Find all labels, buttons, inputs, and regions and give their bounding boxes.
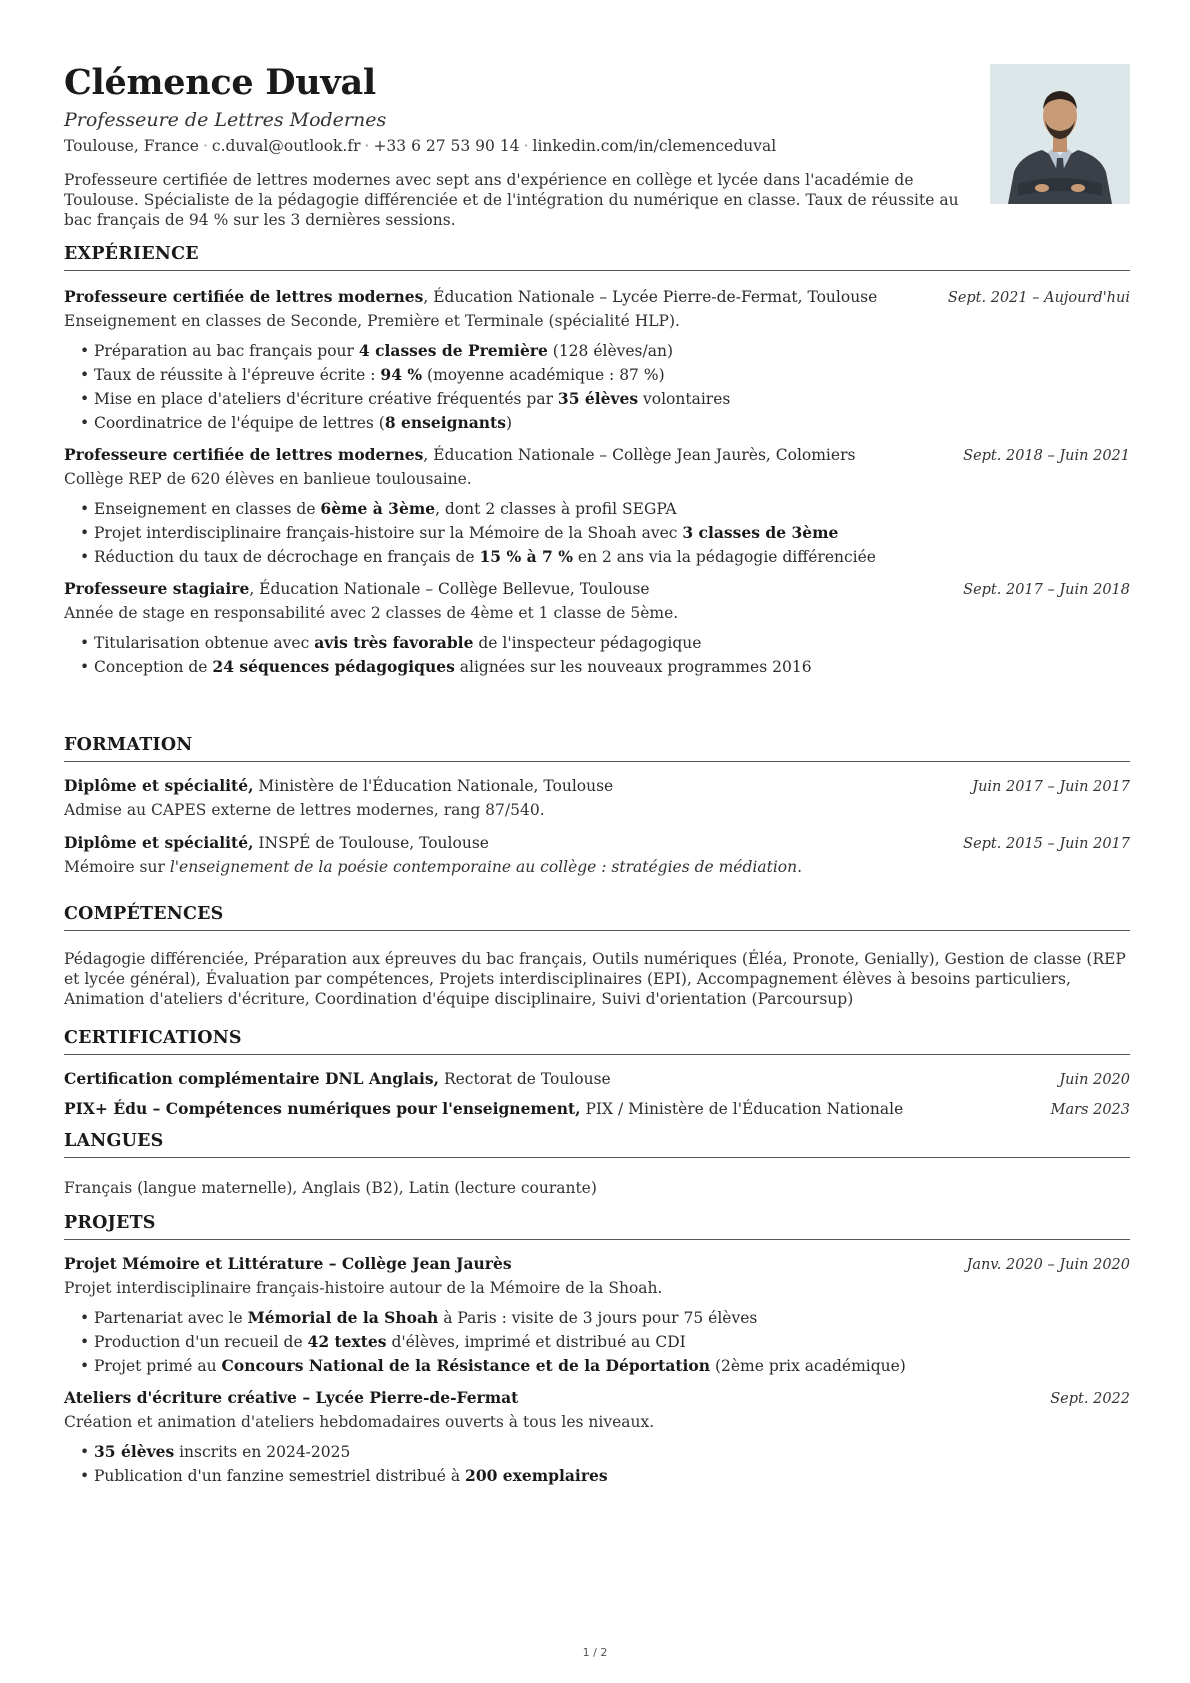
entry-title bbox=[64, 1099, 903, 1119]
organization: INSPÉ de Toulouse, Toulouse bbox=[253, 834, 489, 852]
degree: Diplôme et spécialité, bbox=[64, 833, 254, 852]
list-item: • Taux de réussite à l'épreuve écrite : 94 % (moyenne académique : 87 %) bbox=[80, 365, 665, 384]
entry-title bbox=[64, 1388, 518, 1408]
list-item: • Préparation au bac français pour 4 classes de Première (128 élèves/an) bbox=[80, 341, 674, 360]
organization: , Éducation Nationale – Collège Bellevue, Toulouse bbox=[249, 580, 650, 598]
bullet-list bbox=[64, 499, 1130, 567]
education-entry bbox=[64, 833, 1130, 877]
certifications-section bbox=[64, 1027, 1130, 1120]
entry-description: Collège REP de 620 élèves en banlieue toulousaine. bbox=[64, 470, 472, 488]
separator: · bbox=[523, 137, 529, 155]
bullet-icon: • bbox=[80, 634, 90, 652]
contact-phone[interactable]: +33 6 27 53 90 14 bbox=[373, 137, 520, 155]
certification-name: PIX+ Édu – Compétences numériques pour l'enseignement, bbox=[64, 1099, 581, 1118]
entry-title bbox=[64, 1069, 611, 1089]
contact-line bbox=[64, 136, 1130, 156]
list-item: • Mise en place d'ateliers d'écriture créative fréquentés par 35 élèves volontaires bbox=[80, 389, 731, 408]
education-entry bbox=[64, 776, 1130, 820]
entry-description: Enseignement en classes de Seconde, Première et Terminale (spécialité HLP). bbox=[64, 312, 680, 330]
list-item: • Enseignement en classes de 6ème à 3ème, dont 2 classes à profil SEGPA bbox=[80, 499, 677, 518]
role: Professeure certifiée de lettres modernes bbox=[64, 445, 424, 464]
entry-date: Janv. 2020 – Juin 2020 bbox=[966, 1257, 1130, 1273]
candidate-name: Clémence Duval bbox=[64, 62, 376, 103]
list-item: • Titularisation obtenue avec avis très favorable de l'inspecteur pédagogique bbox=[80, 633, 702, 652]
organization: PIX / Ministère de l'Éducation Nationale bbox=[580, 1100, 904, 1118]
bullet-icon: • bbox=[80, 1467, 90, 1485]
bullet-icon: • bbox=[80, 500, 90, 518]
list-item: • Partenariat avec le Mémorial de la Shoah à Paris : visite de 3 jours pour 75 élèves bbox=[80, 1308, 758, 1327]
entry-date: Sept. 2022 bbox=[1050, 1391, 1130, 1407]
contact-linkedin[interactable]: linkedin.com/in/clemenceduval bbox=[532, 137, 777, 155]
organization: , Éducation Nationale – Lycée Pierre-de-Fermat, Toulouse bbox=[423, 288, 878, 306]
certification-entry bbox=[64, 1069, 1130, 1090]
entry-description: Création et animation d'ateliers hebdomadaires ouverts à tous les niveaux. bbox=[64, 1413, 655, 1431]
experience-section bbox=[64, 243, 1130, 681]
list-item: • Conception de 24 séquences pédagogiques alignées sur les nouveaux programmes 2016 bbox=[80, 657, 812, 676]
profile-photo bbox=[990, 64, 1130, 204]
languages-list: Français (langue maternelle), Anglais (B2), Latin (lecture courante) bbox=[64, 1179, 597, 1197]
entry-date: Sept. 2018 – Juin 2021 bbox=[963, 448, 1130, 464]
entry-date: Juin 2020 bbox=[1059, 1072, 1130, 1088]
projects-section bbox=[64, 1212, 1130, 1490]
role: Professeure stagiaire bbox=[64, 579, 250, 598]
experience-entry bbox=[64, 445, 1130, 567]
entry-title bbox=[64, 833, 489, 853]
bullet-icon: • bbox=[80, 390, 90, 408]
job-title: Professeure de Lettres Modernes bbox=[64, 109, 387, 131]
separator: · bbox=[202, 137, 208, 155]
entry-title bbox=[64, 1254, 512, 1274]
bullet-icon: • bbox=[80, 1333, 90, 1351]
bullet-list bbox=[64, 1308, 1130, 1376]
contact-email[interactable]: c.duval@outlook.fr bbox=[211, 137, 361, 155]
profile-summary: Professeure certifiée de lettres modernes avec sept ans d'expérience en collège et lycée dans l'académie de Toulouse. Spécialiste de la pédagogie différenciée et de l'intégration du numérique en classe. Taux de réussite au bac français de 94 % sur les 3 dernières sessions. bbox=[64, 171, 959, 229]
bullet-icon: • bbox=[80, 658, 90, 676]
list-item: • Production d'un recueil de 42 textes d'élèves, imprimé et distribué au CDI bbox=[80, 1332, 686, 1351]
entry-title bbox=[64, 445, 855, 465]
role: Professeure certifiée de lettres modernes bbox=[64, 287, 424, 306]
bullet-icon: • bbox=[80, 1309, 90, 1327]
entry-date: Sept. 2015 – Juin 2017 bbox=[963, 836, 1130, 852]
page-number: 1 / 2 bbox=[582, 1646, 608, 1659]
bullet-icon: • bbox=[80, 414, 90, 432]
certification-entry bbox=[64, 1099, 1130, 1120]
bullet-list bbox=[64, 341, 1130, 433]
bullet-icon: • bbox=[80, 1443, 90, 1461]
skills-section bbox=[64, 903, 1130, 1009]
bullet-list bbox=[64, 1442, 1130, 1486]
experience-entry bbox=[64, 287, 1130, 433]
degree: Diplôme et spécialité, bbox=[64, 776, 254, 795]
entry-date: Sept. 2021 – Aujourd'hui bbox=[947, 290, 1130, 306]
entry-description: Admise au CAPES externe de lettres modernes, rang 87/540. bbox=[64, 801, 545, 819]
organization: , Éducation Nationale – Collège Jean Jaurès, Colomiers bbox=[423, 446, 856, 464]
bullet-icon: • bbox=[80, 1357, 90, 1375]
skills-list: Pédagogie différenciée, Préparation aux épreuves du bac français, Outils numériques (Éléa, Pronote, Genially), Gestion de classe (REP et lycée général), Évaluation par compétences, Projets interdisciplinaires (EPI), Accompagnement élèves à besoins particuliers, Animation d'ateliers d'écriture, Coordination d'équipe disciplinaire, Suivi d'orientation (Parcoursup) bbox=[64, 950, 1126, 1008]
list-item: • Coordinatrice de l'équipe de lettres (8 enseignants) bbox=[80, 413, 512, 432]
list-item: • Publication d'un fanzine semestriel distribué à 200 exemplaires bbox=[80, 1466, 608, 1485]
entry-description: Année de stage en responsabilité avec 2 classes de 4ème et 1 classe de 5ème. bbox=[64, 604, 679, 622]
project-entry bbox=[64, 1388, 1130, 1486]
separator: · bbox=[364, 137, 370, 155]
project-name: Ateliers d'écriture créative – Lycée Pierre-de-Fermat bbox=[64, 1388, 519, 1407]
section-title-projets: PROJETS bbox=[64, 1212, 1130, 1240]
project-entry bbox=[64, 1254, 1130, 1376]
entry-description: Projet interdisciplinaire français-histoire autour de la Mémoire de la Shoah. bbox=[64, 1279, 663, 1297]
section-title-langues: LANGUES bbox=[64, 1130, 1130, 1158]
section-title-certifications: CERTIFICATIONS bbox=[64, 1027, 1130, 1055]
bullet-icon: • bbox=[80, 366, 90, 384]
section-title-experience: EXPÉRIENCE bbox=[64, 243, 1130, 271]
portrait-image bbox=[990, 64, 1130, 204]
formation-section bbox=[64, 734, 1130, 877]
list-item: • Projet primé au Concours National de la Résistance et de la Déportation (2ème prix académique) bbox=[80, 1356, 906, 1375]
bullet-list bbox=[64, 633, 1130, 677]
contact-location: Toulouse, France bbox=[64, 137, 199, 155]
entry-date: Sept. 2017 – Juin 2018 bbox=[963, 582, 1130, 598]
bullet-icon: • bbox=[80, 524, 90, 542]
resume-header bbox=[64, 62, 1130, 232]
experience-entry bbox=[64, 579, 1130, 677]
entry-date: Mars 2023 bbox=[1050, 1102, 1130, 1118]
bullet-icon: • bbox=[80, 548, 90, 566]
entry-title bbox=[64, 579, 650, 599]
list-item: • 35 élèves inscrits en 2024-2025 bbox=[80, 1442, 351, 1461]
section-title-formation: FORMATION bbox=[64, 734, 1130, 762]
entry-description: Mémoire sur l'enseignement de la poésie contemporaine au collège : stratégies de médiation. bbox=[64, 858, 803, 876]
organization: Ministère de l'Éducation Nationale, Toulouse bbox=[253, 777, 614, 795]
organization: Rectorat de Toulouse bbox=[439, 1070, 611, 1088]
entry-title bbox=[64, 776, 613, 796]
section-title-competences: COMPÉTENCES bbox=[64, 903, 1130, 931]
project-name: Projet Mémoire et Littérature – Collège Jean Jaurès bbox=[64, 1254, 512, 1273]
list-item: • Réduction du taux de décrochage en français de 15 % à 7 % en 2 ans via la pédagogie différenciée bbox=[80, 547, 876, 566]
entry-title bbox=[64, 287, 877, 307]
certification-name: Certification complémentaire DNL Anglais, bbox=[64, 1069, 440, 1088]
bullet-icon: • bbox=[80, 342, 90, 360]
entry-date: Juin 2017 – Juin 2017 bbox=[972, 779, 1130, 795]
languages-section bbox=[64, 1130, 1130, 1198]
list-item: • Projet interdisciplinaire français-histoire sur la Mémoire de la Shoah avec 3 classes de 3ème bbox=[80, 523, 839, 542]
